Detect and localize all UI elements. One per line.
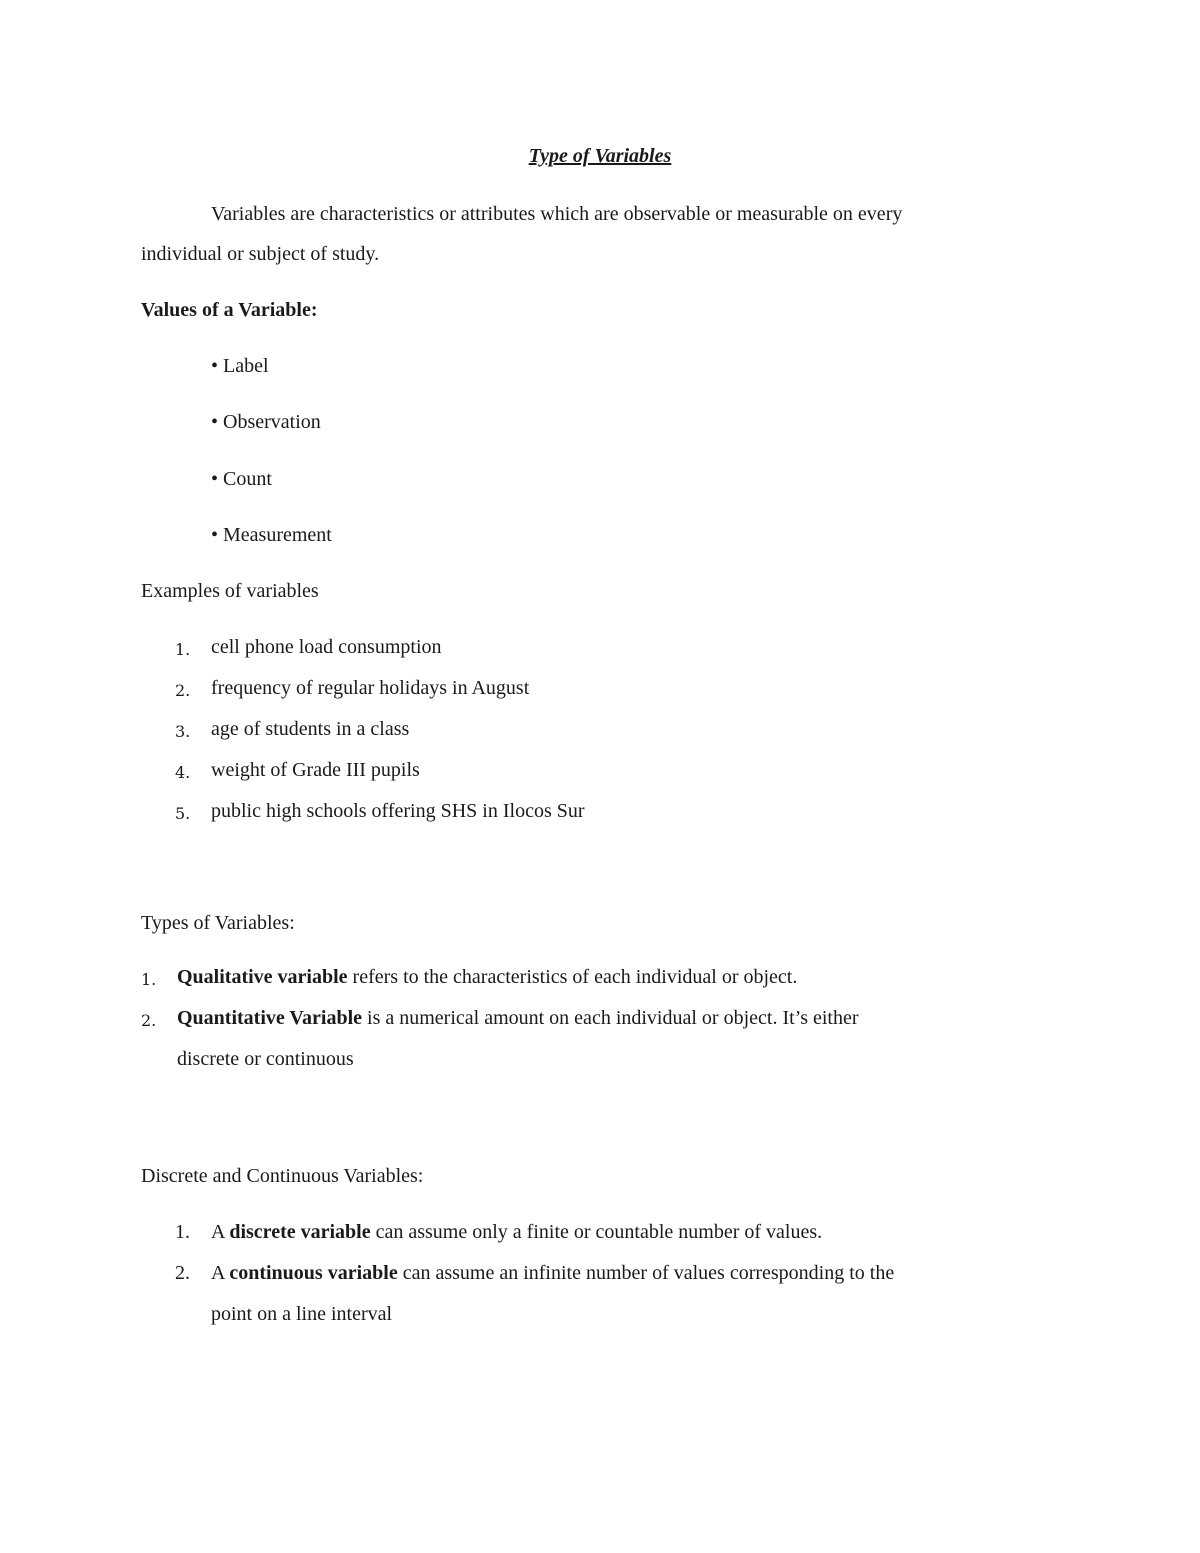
term-continuous-variable: continuous variable bbox=[229, 1262, 398, 1284]
term-qualitative-variable: Qualitative variable bbox=[177, 966, 348, 988]
intro-paragraph-line-2: individual or subject of study. bbox=[141, 243, 380, 265]
definition-text: can assume an infinite number of values corresponding to the bbox=[397, 1262, 895, 1284]
discrete-heading: Discrete and Continuous Variables: bbox=[141, 1165, 424, 1187]
discrete-number: 2. bbox=[175, 1262, 190, 1284]
example-number: 4. bbox=[175, 763, 191, 782]
example-text: age of students in a class bbox=[211, 718, 410, 740]
example-text: frequency of regular holidays in August bbox=[211, 677, 530, 699]
type-item-qualitative bbox=[177, 965, 797, 989]
example-number: 3. bbox=[175, 722, 191, 741]
type-item-quantitative bbox=[177, 1006, 859, 1030]
example-text: public high schools offering SHS in Ilocos Sur bbox=[211, 800, 585, 822]
example-number: 2. bbox=[175, 681, 191, 700]
discrete-number: 1. bbox=[175, 1221, 190, 1243]
definition-text: is a numerical amount on each individual or object. It’s either bbox=[362, 1007, 859, 1029]
type-number: 1. bbox=[141, 970, 157, 989]
discrete-item-continuous-continuation: point on a line interval bbox=[211, 1303, 393, 1325]
type-item-quantitative-continuation: discrete or continuous bbox=[177, 1048, 354, 1070]
example-text: cell phone load consumption bbox=[211, 636, 442, 658]
type-number: 2. bbox=[141, 1011, 157, 1030]
article-text: A bbox=[211, 1262, 230, 1284]
types-heading: Types of Variables: bbox=[141, 912, 295, 934]
document-title: Type of Variables bbox=[528, 145, 672, 167]
value-item-count: • Count bbox=[211, 468, 272, 490]
example-number: 5. bbox=[175, 804, 191, 823]
term-quantitative-variable: Quantitative Variable bbox=[177, 1007, 363, 1029]
definition-text: refers to the characteristics of each individual or object. bbox=[347, 966, 798, 988]
example-number: 1. bbox=[175, 640, 191, 659]
example-text: weight of Grade III pupils bbox=[211, 759, 420, 781]
intro-paragraph-line-1: Variables are characteristics or attributes which are observable or measurable on every bbox=[211, 203, 903, 225]
article-text: A bbox=[211, 1221, 230, 1243]
examples-heading: Examples of variables bbox=[141, 580, 319, 602]
discrete-item-continuous bbox=[211, 1261, 894, 1285]
value-item-label: • Label bbox=[211, 355, 269, 377]
definition-text: can assume only a finite or countable number of values. bbox=[370, 1221, 823, 1243]
discrete-item-discrete bbox=[211, 1220, 822, 1244]
values-heading: Values of a Variable: bbox=[141, 299, 318, 321]
value-item-observation: • Observation bbox=[211, 411, 321, 433]
value-item-measurement: • Measurement bbox=[211, 524, 332, 546]
term-discrete-variable: discrete variable bbox=[229, 1221, 371, 1243]
